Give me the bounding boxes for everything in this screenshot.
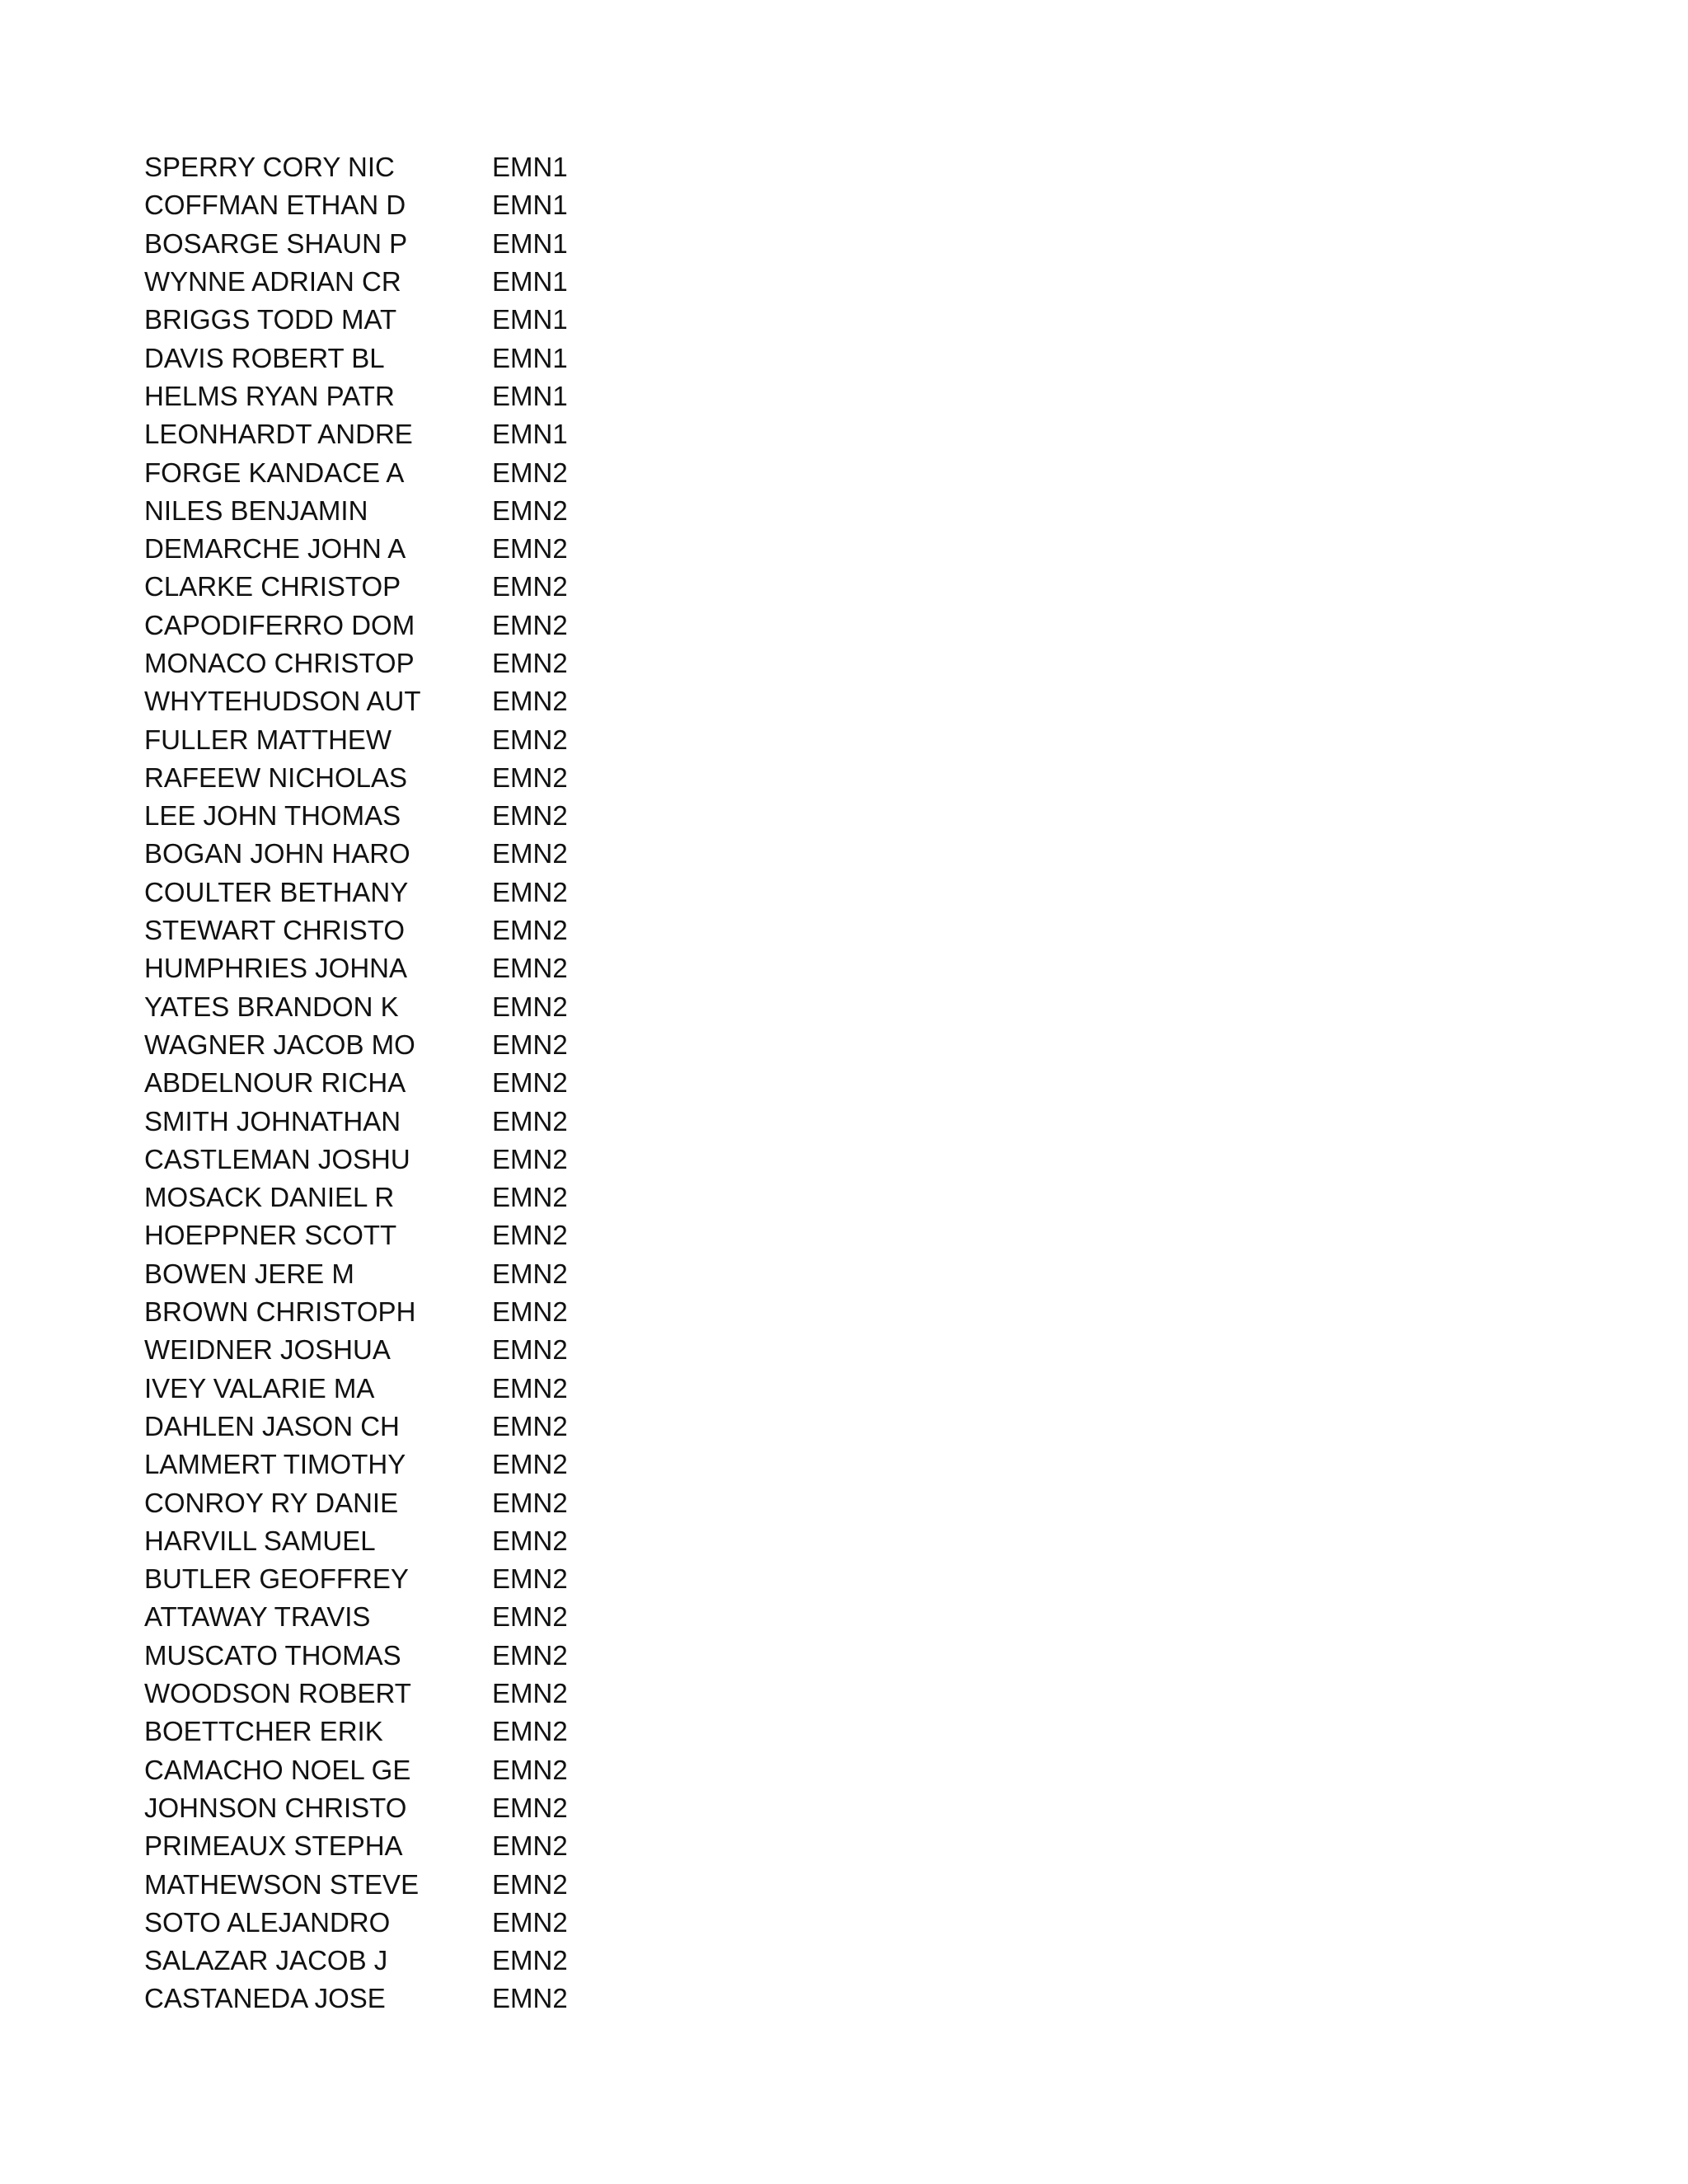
roster-row [144,1408,721,1446]
roster-row [144,912,721,949]
roster-row [144,1370,721,1408]
roster-row [144,1293,721,1331]
roster-row [144,1255,721,1293]
rating-code: EMN2 [492,915,568,946]
member-name: BOSARGE SHAUN P [144,227,408,259]
rating-code: EMN1 [492,152,568,183]
member-name: HUMPHRIES JOHNA [144,953,408,984]
roster-row [144,1904,721,1942]
rating-code: EMN2 [492,1220,568,1251]
rating-code: EMN2 [492,1410,568,1441]
rating-code: EMN2 [492,533,568,565]
member-name: FORGE KANDACE A [144,457,405,488]
roster-row [144,415,721,453]
roster-row [144,1483,721,1521]
member-name: CASTLEMAN JOSHU [144,1143,410,1174]
member-name: PRIMEAUX STEPHA [144,1830,403,1862]
rating-code: EMN2 [492,762,568,793]
rating-code: EMN1 [492,266,568,298]
rating-code: EMN1 [492,380,568,411]
roster-row [144,835,721,873]
rating-code: EMN2 [492,1716,568,1747]
roster-row [144,949,721,987]
roster-row [144,1598,721,1636]
member-name: BOGAN JOHN HARO [144,838,410,869]
member-name: ABDELNOUR RICHA [144,1067,406,1099]
rating-code: EMN2 [492,838,568,869]
rating-code: EMN2 [492,1563,568,1595]
rating-code: EMN2 [492,1487,568,1518]
roster-row [144,1560,721,1598]
rating-code: EMN2 [492,1945,568,1976]
roster-row [144,644,721,682]
member-name: NILES BENJAMIN [144,494,368,526]
roster-row [144,797,721,835]
member-name: SMITH JOHNATHAN [144,1105,401,1137]
member-name: MONACO CHRISTOP [144,648,415,678]
roster-row [144,1750,721,1788]
member-name: YATES BRANDON K [144,991,399,1022]
member-name: HOEPPNER SCOTT [144,1220,397,1251]
rating-code: EMN2 [492,1525,568,1556]
rating-code: EMN2 [492,876,568,907]
rating-code: EMN2 [492,494,568,526]
member-name: DAVIS ROBERT BL [144,342,385,373]
member-name: COULTER BETHANY [144,876,409,907]
member-name: LEE JOHN THOMAS [144,800,401,832]
roster-row [144,148,721,186]
member-name: LEONHARDT ANDRE [144,419,413,450]
roster-row [144,988,721,1026]
rating-code: EMN2 [492,1792,568,1823]
rating-code: EMN2 [492,800,568,832]
roster-row [144,225,721,263]
rating-code: EMN2 [492,1754,568,1785]
roster-row [144,1522,721,1560]
rating-code: EMN2 [492,1334,568,1366]
rating-code: EMN2 [492,1830,568,1862]
rating-code: EMN1 [492,227,568,259]
roster-row [144,530,721,568]
member-name: DAHLEN JASON CH [144,1410,400,1441]
member-name: IVEY VALARIE MA [144,1372,375,1404]
member-name: BROWN CHRISTOPH [144,1296,416,1328]
member-name: CAPODIFERRO DOM [144,609,415,640]
rating-code: EMN2 [492,1983,568,2014]
rating-code: EMN2 [492,724,568,755]
roster-row [144,1827,721,1865]
member-name: MOSACK DANIEL R [144,1182,395,1213]
rating-code: EMN2 [492,1105,568,1137]
rating-code: EMN2 [492,571,568,602]
rating-code: EMN2 [492,1639,568,1671]
rating-code: EMN2 [492,1906,568,1938]
roster-row [144,339,721,377]
rating-code: EMN2 [492,1868,568,1900]
member-name: STEWART CHRISTO [144,915,405,946]
rating-code: EMN1 [492,190,568,221]
roster-row [144,1216,721,1254]
roster-row [144,682,721,720]
roster-row [144,874,721,912]
roster-row [144,1446,721,1483]
roster-row [144,1637,721,1675]
member-name: WHYTEHUDSON AUT [144,686,421,717]
member-name: WAGNER JACOB MO [144,1029,415,1060]
member-name: CAMACHO NOEL GE [144,1754,411,1785]
member-name: HARVILL SAMUEL [144,1525,376,1556]
member-name: SOTO ALEJANDRO [144,1906,391,1938]
rating-code: EMN2 [492,648,568,678]
roster-row [144,186,721,224]
member-name: WEIDNER JOSHUA [144,1334,391,1366]
rating-code: EMN2 [492,1296,568,1328]
roster-list [144,148,721,2018]
rating-code: EMN2 [492,1258,568,1289]
rating-code: EMN2 [492,457,568,488]
member-name: BRIGGS TODD MAT [144,304,397,335]
roster-row [144,1026,721,1064]
rating-code: EMN2 [492,1372,568,1404]
roster-row [144,1865,721,1903]
rating-code: EMN2 [492,686,568,717]
member-name: CONROY RY DANIE [144,1487,399,1518]
member-name: JOHNSON CHRISTO [144,1792,407,1823]
rating-code: EMN2 [492,1029,568,1060]
member-name: WYNNE ADRIAN CR [144,266,401,298]
member-name: SALAZAR JACOB J [144,1945,388,1976]
member-name: WOODSON ROBERT [144,1678,411,1709]
roster-row [144,568,721,606]
rating-code: EMN2 [492,1678,568,1709]
roster-row [144,263,721,301]
rating-code: EMN2 [492,1601,568,1633]
member-name: DEMARCHE JOHN A [144,533,406,565]
member-name: HELMS RYAN PATR [144,380,395,411]
roster-row [144,377,721,415]
rating-code: EMN2 [492,1067,568,1099]
roster-row [144,1331,721,1369]
rating-code: EMN2 [492,609,568,640]
roster-row [144,1179,721,1216]
rating-code: EMN1 [492,304,568,335]
rating-code: EMN2 [492,1143,568,1174]
roster-row [144,492,721,530]
member-name: ATTAWAY TRAVIS [144,1601,371,1633]
roster-row [144,1141,721,1179]
rating-code: EMN2 [492,1182,568,1213]
roster-row [144,1789,721,1827]
rating-code: EMN1 [492,342,568,373]
member-name: BUTLER GEOFFREY [144,1563,409,1595]
member-name: BOETTCHER ERIK [144,1716,383,1747]
member-name: SPERRY CORY NIC [144,152,395,183]
roster-row [144,720,721,758]
roster-row [144,301,721,339]
roster-row [144,607,721,644]
member-name: MUSCATO THOMAS [144,1639,401,1671]
rating-code: EMN2 [492,953,568,984]
member-name: CASTANEDA JOSE [144,1983,386,2014]
rating-code: EMN2 [492,991,568,1022]
member-name: RAFEEW NICHOLAS [144,762,408,793]
rating-code: EMN2 [492,1449,568,1480]
roster-row [144,1980,721,2018]
member-name: MATHEWSON STEVE [144,1868,420,1900]
member-name: CLARKE CHRISTOP [144,571,401,602]
roster-row [144,1064,721,1102]
roster-row [144,1713,721,1750]
member-name: LAMMERT TIMOTHY [144,1449,406,1480]
roster-row [144,1942,721,1980]
roster-row [144,453,721,491]
roster-row [144,1102,721,1140]
member-name: BOWEN JERE M [144,1258,354,1289]
member-name: COFFMAN ETHAN D [144,190,406,221]
member-name: FULLER MATTHEW [144,724,392,755]
roster-row [144,1675,721,1713]
roster-row [144,759,721,797]
rating-code: EMN1 [492,419,568,450]
